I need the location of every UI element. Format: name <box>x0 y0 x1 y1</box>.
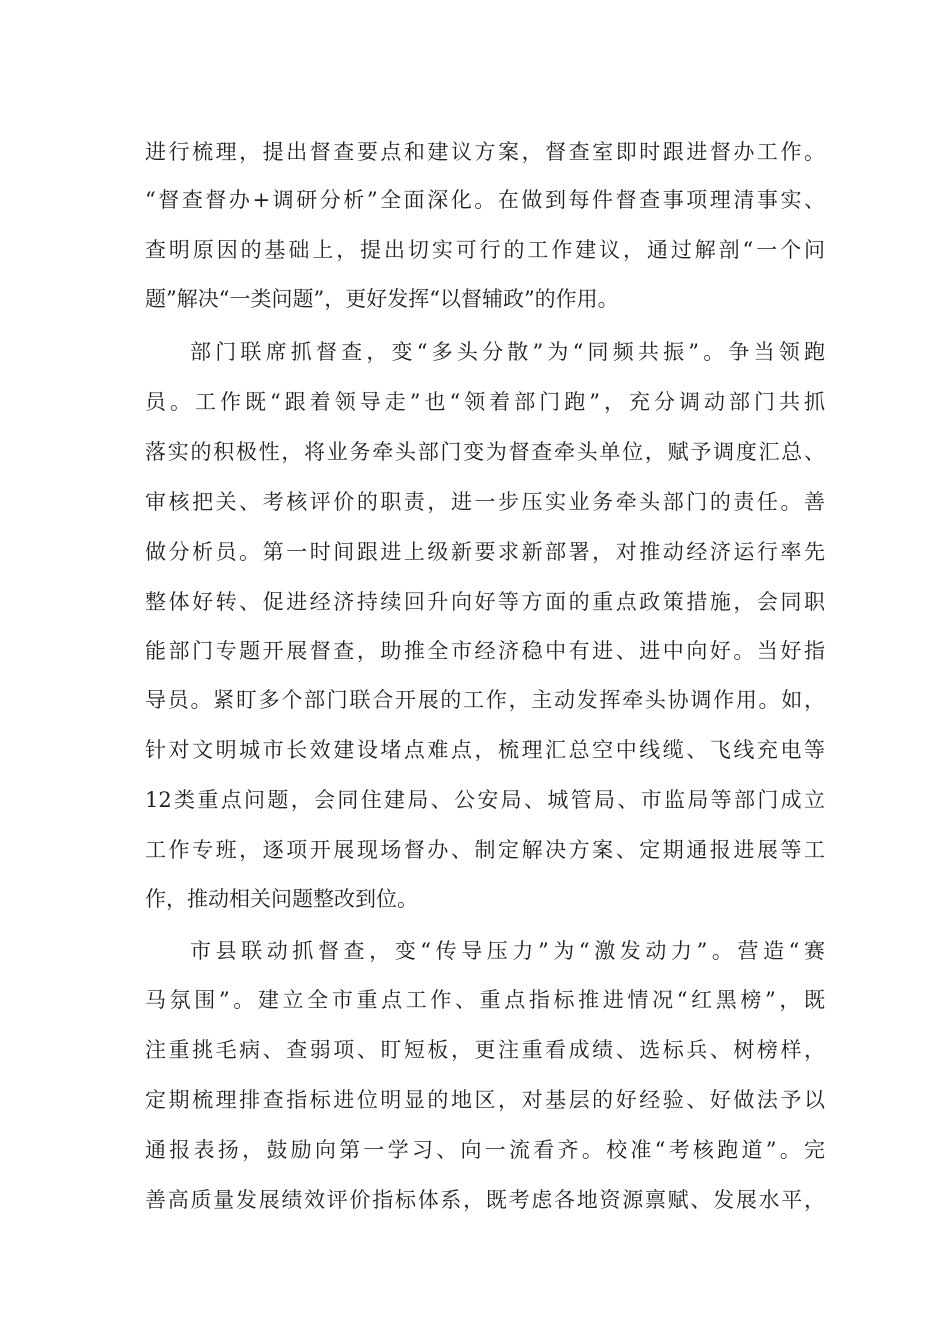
text-line: “督查督办+调研分析”全面深化。在做到每件督查事项理清事实、 <box>145 188 825 212</box>
text-line: 员。工作既“跟着领导走”也“领着部门跑”，充分调动部门共抓 <box>145 390 825 414</box>
text-line: 工作专班，逐项开展现场督办、制定解决方案、定期通报进展等工 <box>145 838 825 862</box>
text-line: 善高质量发展绩效评价指标体系，既考虑各地资源禀赋、发展水平， <box>145 1188 825 1212</box>
text-line: 作，推动相关问题整改到位。 <box>145 887 418 911</box>
text-line: 能部门专题开展督查，助推全市经济稳中有进、进中向好。当好指 <box>145 639 825 663</box>
text-line: 导员。紧盯多个部门联合开展的工作，主动发挥牵头协调作用。如， <box>145 688 825 712</box>
text-line: 针对文明城市长效建设堵点难点，梳理汇总空中线缆、飞线充电等 <box>145 738 825 762</box>
text-line: 审核把关、考核评价的职责，进一步压实业务牵头部门的责任。善 <box>145 490 825 514</box>
text-line: 落实的积极性，将业务牵头部门变为督查牵头单位，赋予调度汇总、 <box>145 440 825 464</box>
paragraph-first-line: 部门联席抓督查，变“多头分散”为“同频共振”。争当领跑 <box>190 340 825 364</box>
text-line: 题”解决“一类问题”，更好发挥“以督辅政”的作用。 <box>145 287 619 311</box>
text-line: 整体好转、促进经济持续回升向好等方面的重点政策措施，会同职 <box>145 590 825 614</box>
text-line: 进行梳理，提出督查要点和建议方案，督查室即时跟进督办工作。 <box>145 140 825 164</box>
text-line: 12类重点问题，会同住建局、公安局、城管局、市监局等部门成立 <box>145 788 825 812</box>
text-line: 做分析员。第一时间跟进上级新要求新部署，对推动经济运行率先 <box>145 540 825 564</box>
text-line: 注重挑毛病、查弱项、盯短板，更注重看成绩、选标兵、树榜样， <box>145 1038 825 1062</box>
text-line: 马氛围”。建立全市重点工作、重点指标推进情况“红黑榜”，既 <box>145 988 825 1012</box>
text-line: 查明原因的基础上，提出切实可行的工作建议，通过解剖“一个问 <box>145 238 825 262</box>
paragraph-first-line: 市县联动抓督查，变“传导压力”为“激发动力”。营造“赛 <box>190 939 825 963</box>
text-line: 通报表扬，鼓励向第一学习、向一流看齐。校准“考核跑道”。完 <box>145 1138 825 1162</box>
text-line: 定期梳理排查指标进位明显的地区，对基层的好经验、好做法予以 <box>145 1088 825 1112</box>
